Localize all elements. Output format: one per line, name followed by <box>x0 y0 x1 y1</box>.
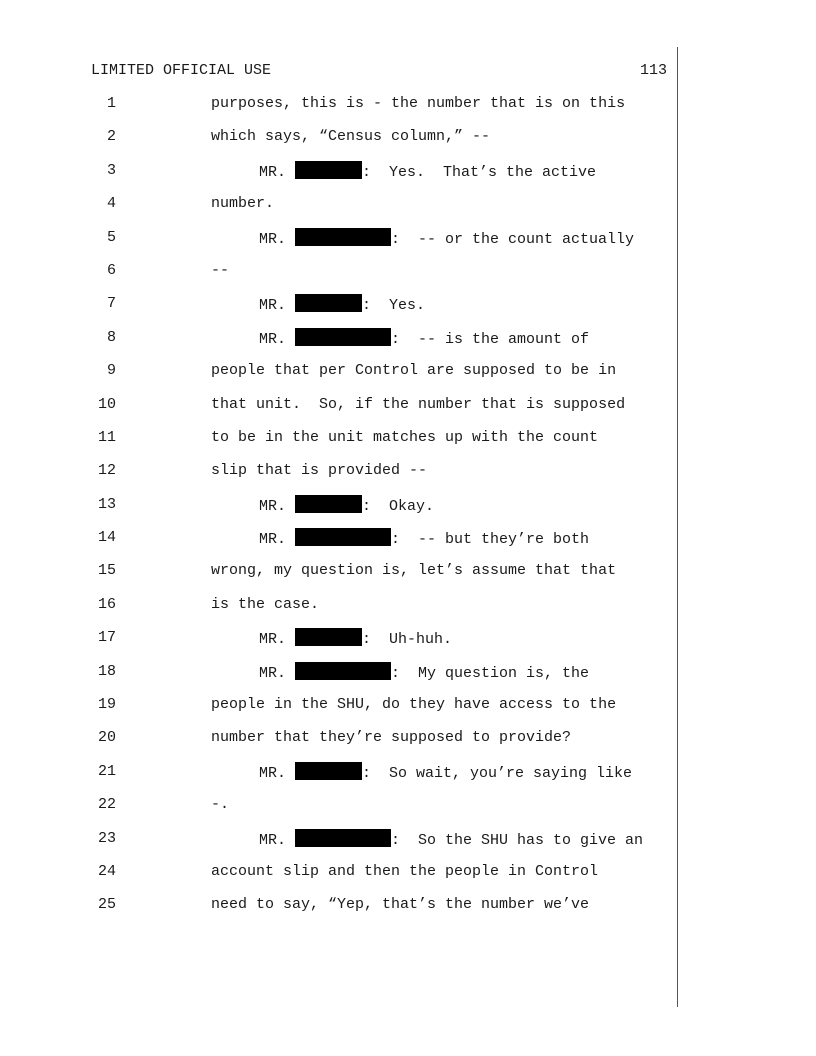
transcript-line <box>0 594 816 627</box>
line-text-start: MR. <box>259 497 296 515</box>
line-number: 11 <box>97 428 116 446</box>
line-text <box>211 862 598 882</box>
transcript-line <box>0 427 816 460</box>
line-text-start: purposes, this is - the number that is on this <box>211 95 626 112</box>
line-text-start: wrong, my question is, let’s assume that that <box>211 562 617 580</box>
transcript-line <box>0 627 816 660</box>
transcript-line <box>0 394 816 427</box>
line-text <box>259 628 452 650</box>
line-number: 12 <box>97 462 116 480</box>
redacted-name-block <box>295 628 362 646</box>
line-text-end: : -- or the count actually <box>391 230 635 248</box>
line-text <box>259 662 589 684</box>
line-text <box>211 127 490 147</box>
line-text <box>211 94 625 114</box>
line-text-start: -- <box>211 261 230 279</box>
transcript-line <box>0 761 816 794</box>
transcript-line <box>0 661 816 694</box>
line-text-start: MR. <box>259 330 296 348</box>
transcript-line <box>0 327 816 360</box>
transcript-line <box>0 727 816 760</box>
line-text <box>211 194 274 214</box>
line-text <box>211 361 616 381</box>
line-text <box>211 895 589 915</box>
redacted-name-block <box>295 662 391 680</box>
redacted-name-block <box>295 294 362 312</box>
line-text-start: MR. <box>259 297 296 315</box>
line-text <box>211 595 319 615</box>
line-text <box>211 395 625 415</box>
line-text-end: : Uh-huh. <box>362 631 453 649</box>
line-text-end: : So wait, you’re saying like <box>362 764 633 782</box>
line-text-end: : -- but they’re both <box>391 531 590 549</box>
transcript-line <box>0 293 816 326</box>
classification-marking: LIMITED OFFICIAL USE <box>91 62 272 79</box>
line-text-start: MR. <box>259 664 296 682</box>
line-number: 14 <box>97 529 116 547</box>
redacted-name-block <box>295 328 391 346</box>
line-text <box>211 428 598 448</box>
line-text-start: need to say, “Yep, that’s the number we’ve <box>211 896 590 914</box>
line-text-start: number that they’re supposed to provide? <box>211 729 572 747</box>
line-text <box>259 328 589 350</box>
page-number: 113 <box>639 62 667 79</box>
line-number: 9 <box>106 362 116 380</box>
line-text <box>211 795 229 815</box>
line-text-start: account slip and then the people in Control <box>211 862 599 880</box>
transcript-line <box>0 794 816 827</box>
line-text-start: MR. <box>259 230 296 248</box>
line-number: 6 <box>106 261 116 279</box>
redacted-name-block <box>295 228 391 246</box>
line-number: 16 <box>97 595 116 613</box>
transcript-line <box>0 260 816 293</box>
line-text <box>211 561 616 581</box>
line-text-end: : Yes. That’s the active <box>362 163 597 181</box>
line-text-end: : My question is, the <box>391 664 590 682</box>
line-text <box>259 829 643 851</box>
transcript-line <box>0 227 816 260</box>
line-number: 15 <box>97 562 116 580</box>
redacted-name-block <box>295 829 391 847</box>
line-text-end: : So the SHU has to give an <box>391 831 644 849</box>
line-number: 18 <box>97 662 116 680</box>
line-text-start: -. <box>211 796 230 814</box>
line-text-start: MR. <box>259 163 296 181</box>
transcript-line <box>0 193 816 226</box>
line-text-start: MR. <box>259 531 296 549</box>
line-number: 20 <box>97 729 116 747</box>
line-text <box>259 528 589 550</box>
line-number: 4 <box>106 195 116 213</box>
line-text-start: to be in the unit matches up with the count <box>211 428 599 446</box>
redacted-name-block <box>295 528 391 546</box>
line-text-start: number. <box>211 195 275 213</box>
line-number: 23 <box>97 829 116 847</box>
transcript-line <box>0 894 816 927</box>
line-text-start: slip that is provided -- <box>211 462 428 480</box>
line-text <box>211 461 427 481</box>
redacted-name-block <box>295 762 362 780</box>
transcript-lines <box>0 93 816 928</box>
line-number: 13 <box>97 495 116 513</box>
line-text <box>259 495 434 517</box>
line-text-start: MR. <box>259 831 296 849</box>
transcript-line <box>0 360 816 393</box>
transcript-line <box>0 527 816 560</box>
line-text <box>259 228 634 250</box>
line-text-start: people in the SHU, do they have access to the <box>211 696 617 714</box>
line-text <box>259 294 425 316</box>
line-number: 7 <box>106 295 116 313</box>
line-number: 22 <box>97 796 116 814</box>
line-text-start: MR. <box>259 764 296 782</box>
line-text-end: : Yes. <box>362 297 426 315</box>
line-number: 19 <box>97 696 116 714</box>
transcript-line <box>0 93 816 126</box>
line-number: 1 <box>106 95 116 112</box>
line-text-start: which says, “Census column,” -- <box>211 128 491 146</box>
line-number: 17 <box>97 629 116 647</box>
transcript-line <box>0 160 816 193</box>
transcript-line <box>0 560 816 593</box>
line-number: 10 <box>97 395 116 413</box>
transcript-line <box>0 460 816 493</box>
line-number: 2 <box>106 128 116 146</box>
line-number: 8 <box>106 328 116 346</box>
line-text <box>259 161 596 183</box>
transcript-line <box>0 494 816 527</box>
redacted-name-block <box>295 161 362 179</box>
line-number: 25 <box>97 896 116 914</box>
line-text-start: people that per Control are supposed to be in <box>211 362 617 380</box>
transcript-line <box>0 828 816 861</box>
line-number: 24 <box>97 862 116 880</box>
line-number: 5 <box>106 228 116 246</box>
line-number: 3 <box>106 161 116 179</box>
line-text <box>211 728 571 748</box>
line-text-end: : -- is the amount of <box>391 330 590 348</box>
line-text <box>211 261 229 281</box>
line-text-start: MR. <box>259 631 296 649</box>
line-text <box>211 695 616 715</box>
redacted-name-block <box>295 495 362 513</box>
line-text <box>259 762 632 784</box>
transcript-line <box>0 861 816 894</box>
transcript-line <box>0 126 816 159</box>
line-text-end: : Okay. <box>362 497 435 515</box>
transcript-line <box>0 694 816 727</box>
line-number: 21 <box>97 762 116 780</box>
line-text-start: is the case. <box>211 595 320 613</box>
line-text-start: that unit. So, if the number that is supposed <box>211 395 626 413</box>
